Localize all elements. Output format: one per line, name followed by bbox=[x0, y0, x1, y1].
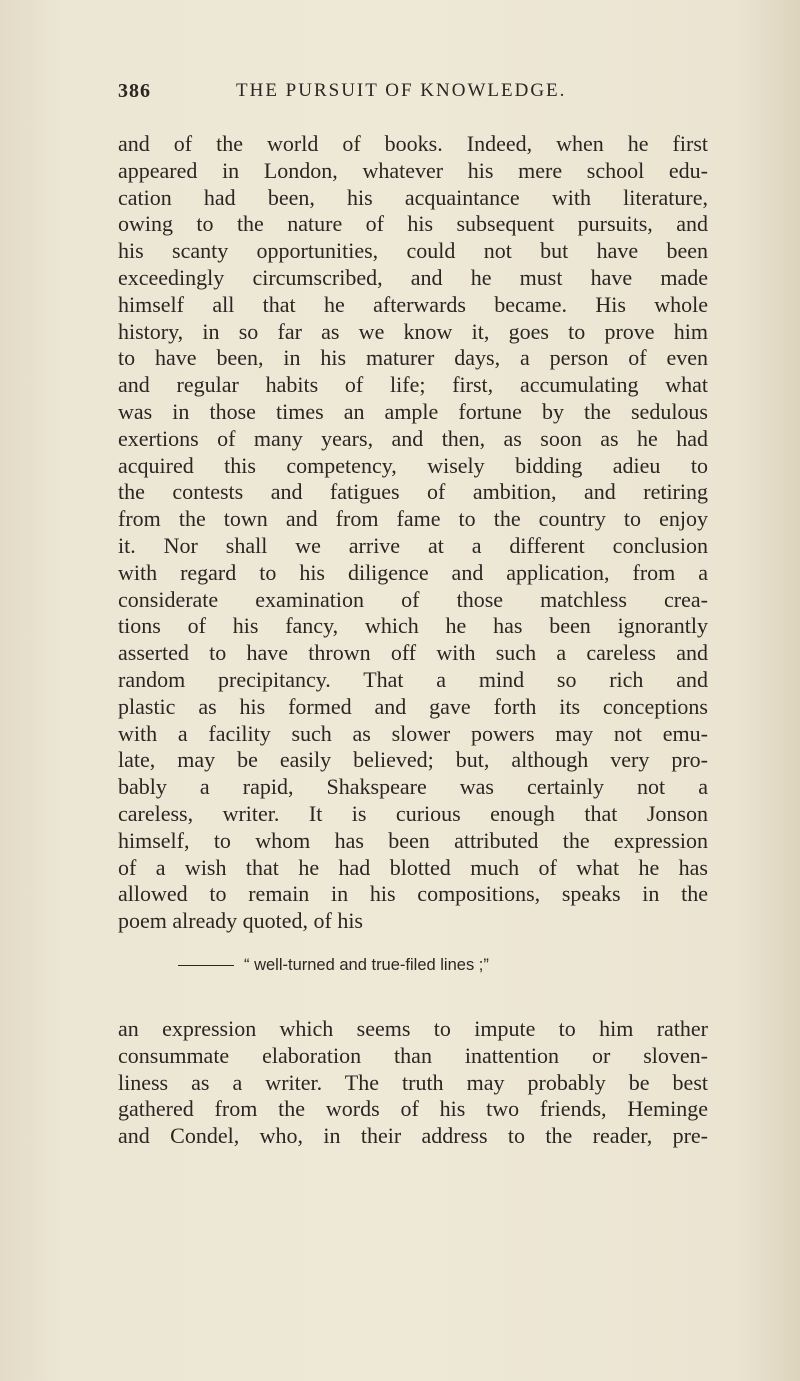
text-line: of a wish that he had blotted much of what he has bbox=[118, 854, 708, 880]
text-line: careless, writer. It is curious enough that Jonson bbox=[118, 800, 708, 826]
text-line: liness as a writer. The truth may probably be best bbox=[118, 1069, 708, 1095]
text-line: consummate elaboration than inattention or sloven- bbox=[118, 1042, 708, 1068]
text-line: appeared in London, whatever his mere school edu- bbox=[118, 157, 708, 183]
text-line: to have been, in his maturer days, a person of even bbox=[118, 345, 708, 371]
text-line: random precipitancy. That a mind so rich and bbox=[118, 666, 708, 692]
quotation-text: “ well-turned and true-filed lines ;” bbox=[244, 955, 489, 974]
text-line: the contests and fatigues of ambition, and retiring bbox=[118, 479, 708, 505]
text-line: his scanty opportunities, could not but have been bbox=[118, 238, 708, 264]
em-dash-rule bbox=[178, 965, 234, 966]
text-line: and of the world of books. Indeed, when he first bbox=[118, 131, 708, 156]
text-line: gathered from the words of his two friends, Heminge bbox=[118, 1096, 708, 1122]
text-line: exceedingly circumscribed, and he must have made bbox=[118, 264, 708, 290]
quotation bbox=[118, 951, 708, 979]
page-number: 386 bbox=[118, 80, 151, 102]
running-head: THE PURSUIT OF KNOWLEDGE. bbox=[236, 80, 567, 101]
text-line: it. Nor shall we arrive at a different conclusion bbox=[118, 532, 708, 558]
text-line: owing to the nature of his subsequent pursuits, and bbox=[118, 211, 708, 237]
body-text-bottom bbox=[118, 1016, 708, 1150]
text-line: and regular habits of life; first, accumulating what bbox=[118, 372, 708, 398]
text-line: acquired this competency, wisely bidding adieu to bbox=[118, 452, 708, 478]
text-line: cation had been, his acquaintance with literature, bbox=[118, 184, 708, 210]
text-line: plastic as his formed and gave forth its conceptions bbox=[118, 693, 708, 719]
text-line: with regard to his diligence and application, from a bbox=[118, 559, 708, 585]
text-line: allowed to remain in his compositions, speaks in the bbox=[118, 881, 708, 907]
text-line: considerate examination of those matchless crea- bbox=[118, 586, 708, 612]
text-line: poem already quoted, of his bbox=[118, 908, 363, 934]
text-line: bably a rapid, Shakspeare was certainly not a bbox=[118, 774, 708, 800]
text-line: and Condel, who, in their address to the reader, pre- bbox=[118, 1123, 708, 1149]
text-line: was in those times an ample fortune by the sedulous bbox=[118, 398, 708, 424]
text-line: asserted to have thrown off with such a careless and bbox=[118, 640, 708, 666]
text-line: with a facility such as slower powers may not emu- bbox=[118, 720, 708, 746]
text-line: tions of his fancy, which he has been ignorantly bbox=[118, 613, 708, 639]
text-line: an expression which seems to impute to him rather bbox=[118, 1016, 708, 1041]
body-text-top bbox=[118, 131, 708, 993]
page-header bbox=[118, 80, 718, 110]
text-line: himself, to whom has been attributed the expression bbox=[118, 827, 708, 853]
text-line: late, may be easily believed; but, although very pro- bbox=[118, 747, 708, 773]
text-line: exertions of many years, and then, as soon as he had bbox=[118, 425, 708, 451]
text-line: himself all that he afterwards became. His whole bbox=[118, 291, 708, 317]
text-line: from the town and from fame to the country to enjoy bbox=[118, 506, 708, 532]
text-line: history, in so far as we know it, goes to prove him bbox=[118, 318, 708, 344]
